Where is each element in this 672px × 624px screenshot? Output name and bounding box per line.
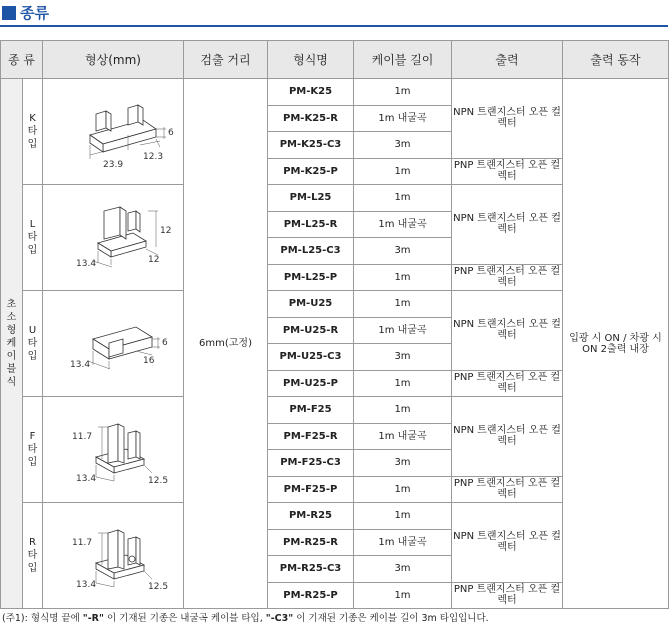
header-model: 형식명 bbox=[268, 41, 354, 79]
dim-label: 11.7 bbox=[72, 537, 93, 548]
output-cell: NPN 트랜지스터 오픈 컬렉터 bbox=[452, 185, 563, 265]
cable-cell: 1m bbox=[354, 79, 452, 106]
header-cable: 케이블 길이 bbox=[354, 41, 452, 79]
cable-cell: 1m 내굴곡 bbox=[354, 529, 452, 556]
cable-cell: 1m bbox=[354, 503, 452, 530]
cable-cell: 1m bbox=[354, 291, 452, 318]
dim-label: 23.9 bbox=[103, 159, 124, 170]
dim-label: 12.5 bbox=[148, 581, 169, 592]
header-row bbox=[1, 41, 669, 79]
header-shape: 형상(mm) bbox=[43, 41, 184, 79]
output-cell: NPN 트랜지스터 오픈 컬렉터 bbox=[452, 79, 563, 159]
cable-cell: 1m bbox=[354, 185, 452, 212]
cable-cell: 1m 내굴곡 bbox=[354, 211, 452, 238]
model-cell: PM-R25-P bbox=[268, 582, 354, 609]
r-type-sensor-drawing bbox=[48, 511, 178, 601]
model-cell: PM-F25-R bbox=[268, 423, 354, 450]
output-cell: NPN 트랜지스터 오픈 컬렉터 bbox=[452, 397, 563, 477]
header-action: 출력 동작 bbox=[563, 41, 669, 79]
cable-cell: 3m bbox=[354, 344, 452, 371]
shape-cell bbox=[43, 291, 184, 397]
output-cell: NPN 트랜지스터 오픈 컬렉터 bbox=[452, 291, 563, 371]
output-cell: PNP 트랜지스터 오픈 컬렉터 bbox=[452, 476, 563, 503]
model-cell: PM-F25 bbox=[268, 397, 354, 424]
dim-label: 13.4 bbox=[76, 258, 97, 269]
dim-label: 12.3 bbox=[143, 151, 164, 162]
model-cell: PM-R25-C3 bbox=[268, 556, 354, 583]
cable-cell: 1m bbox=[354, 582, 452, 609]
shape-cell bbox=[43, 397, 184, 503]
dim-label: 6 bbox=[162, 337, 168, 348]
model-cell: PM-R25 bbox=[268, 503, 354, 530]
model-cell: PM-L25-R bbox=[268, 211, 354, 238]
type-label-cell: R타입 bbox=[23, 503, 43, 609]
dim-label: 13.4 bbox=[76, 473, 97, 484]
cable-cell: 1m bbox=[354, 158, 452, 185]
model-cell: PM-L25-C3 bbox=[268, 238, 354, 265]
model-cell: PM-U25-R bbox=[268, 317, 354, 344]
model-cell: PM-K25-R bbox=[268, 105, 354, 132]
cable-cell: 1m 내굴곡 bbox=[354, 105, 452, 132]
shape-cell bbox=[43, 503, 184, 609]
model-cell: PM-K25-C3 bbox=[268, 132, 354, 159]
model-cell: PM-F25-C3 bbox=[268, 450, 354, 477]
output-cell: PNP 트랜지스터 오픈 컬렉터 bbox=[452, 264, 563, 291]
dim-label: 12 bbox=[148, 254, 160, 265]
dim-label: 6 bbox=[168, 127, 174, 138]
distance-cell: 6mm(고정) bbox=[184, 79, 268, 609]
cable-cell: 1m bbox=[354, 370, 452, 397]
action-cell: 입광 시 ON / 차광 시 ON 2출력 내장 bbox=[563, 79, 669, 609]
cable-cell: 3m bbox=[354, 132, 452, 159]
model-cell: PM-U25-P bbox=[268, 370, 354, 397]
model-cell: PM-U25-C3 bbox=[268, 344, 354, 371]
shape-cell bbox=[43, 79, 184, 185]
category-cell: 초소형케이블식 bbox=[1, 79, 23, 609]
dim-label: 13.4 bbox=[70, 359, 91, 370]
model-cell: PM-L25-P bbox=[268, 264, 354, 291]
type-label-cell: L타입 bbox=[23, 185, 43, 291]
model-cell: PM-K25 bbox=[268, 79, 354, 106]
output-cell: PNP 트랜지스터 오픈 컬렉터 bbox=[452, 158, 563, 185]
dim-label: 13.4 bbox=[76, 579, 97, 590]
u-type-sensor-drawing bbox=[48, 299, 178, 389]
product-spec-table bbox=[0, 40, 669, 609]
type-label-cell: U타입 bbox=[23, 291, 43, 397]
k-type-sensor-drawing bbox=[48, 87, 178, 177]
section-header bbox=[0, 0, 672, 30]
dim-label: 11.7 bbox=[72, 431, 93, 442]
section-marker-icon bbox=[2, 6, 16, 20]
cable-cell: 3m bbox=[354, 556, 452, 583]
cable-cell: 3m bbox=[354, 238, 452, 265]
output-cell: NPN 트랜지스터 오픈 컬렉터 bbox=[452, 503, 563, 583]
cable-cell: 1m 내굴곡 bbox=[354, 423, 452, 450]
model-cell: PM-U25 bbox=[268, 291, 354, 318]
model-cell: PM-L25 bbox=[268, 185, 354, 212]
cable-cell: 1m bbox=[354, 397, 452, 424]
dim-label: 12 bbox=[160, 225, 172, 236]
section-title: 종류 bbox=[20, 4, 49, 22]
l-type-sensor-drawing bbox=[48, 193, 178, 283]
shape-cell bbox=[43, 185, 184, 291]
section-rule bbox=[0, 25, 668, 27]
table-row bbox=[1, 79, 669, 106]
cable-cell: 3m bbox=[354, 450, 452, 477]
output-cell: PNP 트랜지스터 오픈 컬렉터 bbox=[452, 582, 563, 609]
dim-label: 16 bbox=[143, 355, 155, 366]
type-label-cell: F타입 bbox=[23, 397, 43, 503]
f-type-sensor-drawing bbox=[48, 405, 178, 495]
model-cell: PM-K25-P bbox=[268, 158, 354, 185]
cable-cell: 1m bbox=[354, 476, 452, 503]
header-category: 종 류 bbox=[1, 41, 43, 79]
dim-label: 12.5 bbox=[148, 475, 169, 486]
cable-cell: 1m 내굴곡 bbox=[354, 317, 452, 344]
output-cell: PNP 트랜지스터 오픈 컬렉터 bbox=[452, 370, 563, 397]
header-output: 출력 bbox=[452, 41, 563, 79]
footnote: (주1): 형식명 끝에 "-R" 이 기재된 기종은 내굴곡 케이블 타입, "-C3" 이 기재된 기종은 케이블 길이 3m 타입입니다. bbox=[2, 613, 489, 624]
type-label-cell: K타입 bbox=[23, 79, 43, 185]
cable-cell: 1m bbox=[354, 264, 452, 291]
model-cell: PM-F25-P bbox=[268, 476, 354, 503]
header-distance: 검출 거리 bbox=[184, 41, 268, 79]
model-cell: PM-R25-R bbox=[268, 529, 354, 556]
